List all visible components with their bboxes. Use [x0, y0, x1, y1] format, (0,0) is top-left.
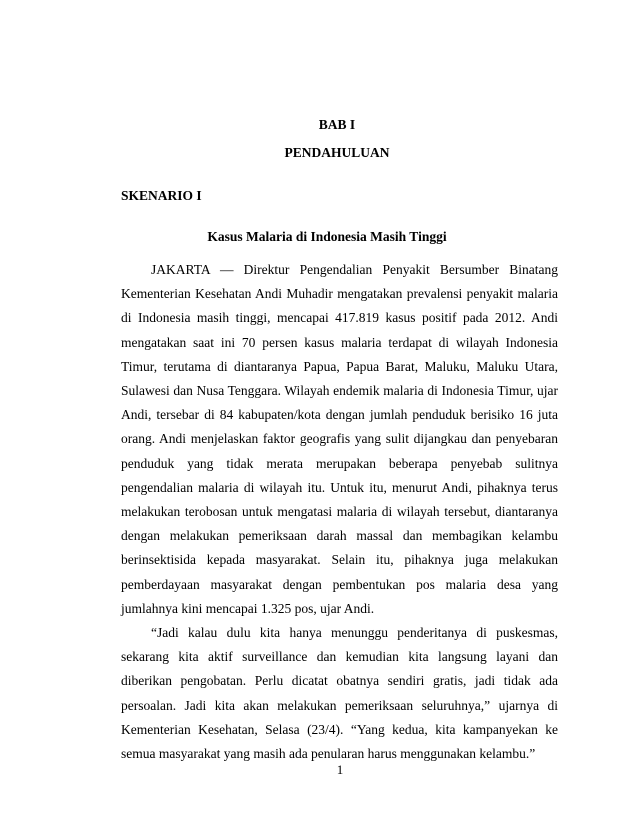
article-paragraph-1: JAKARTA — Direktur Pengendalian Penyakit Bersumber Binatang Kementerian Kesehatan Andi Muhadir mengatakan prevalensi penyakit malaria di Indonesia masih tinggi, mencapai 417.819 kasus positif pada 2012. Andi mengatakan saat ini 70 persen kasus malaria terdapat di wilayah Indonesia Timur, terutama di diantaranya Papua, Papua Barat, Maluku, Maluku Utara, Sulawesi dan Nusa Tenggara. Wilayah endemik malaria di Indonesia Timur, ujar Andi, tersebar di 84 kabupaten/kota dengan jumlah penduduk berisiko 16 juta orang. Andi menjelaskan faktor geografis yang sulit dijangkau dan penyebaran penduduk yang tidak merata merupakan beberapa penyebab sulitnya pengendalian malaria di wilayah itu. Untuk itu, menurut Andi, pihaknya terus melakukan terobosan untuk mengatasi malaria di wilayah tersebut, diantaranya dengan melakukan pemeriksaan darah massal dan membagikan kelambu berinsektisida kepada masyarakat. Selain itu, pihaknya juga melakukan pemberdayaan masyarakat dengan pembentukan pos malaria desa yang jumlahnya kini mencapai 1.325 pos, ujar Andi.: [121, 262, 558, 616]
article-paragraph-2: “Jadi kalau dulu kita hanya menunggu penderitanya di puskesmas, sekarang kita aktif surveillance dan kemudian kita langsung layani dan diberikan pengobatan. Perlu dicatat obatnya sendiri gratis, jadi tidak ada persoalan. Jadi kita akan melakukan pemeriksaan seluruhnya,” ujarnya di Kementerian Kesehatan, Selasa (23/4). “Yang kedua, kita kampanyekan ke semua masyarakat yang masih ada penularan harus menggunakan kelambu.”: [121, 625, 558, 762]
article-title: Kasus Malaria di Indonesia Masih Tinggi: [207, 229, 447, 244]
scenario-heading: SKENARIO I: [121, 188, 202, 203]
chapter-number: BAB I: [318, 117, 356, 132]
page-number: 1: [336, 762, 344, 777]
article-body: [121, 258, 558, 766]
chapter-title: PENDAHULUAN: [284, 145, 390, 160]
